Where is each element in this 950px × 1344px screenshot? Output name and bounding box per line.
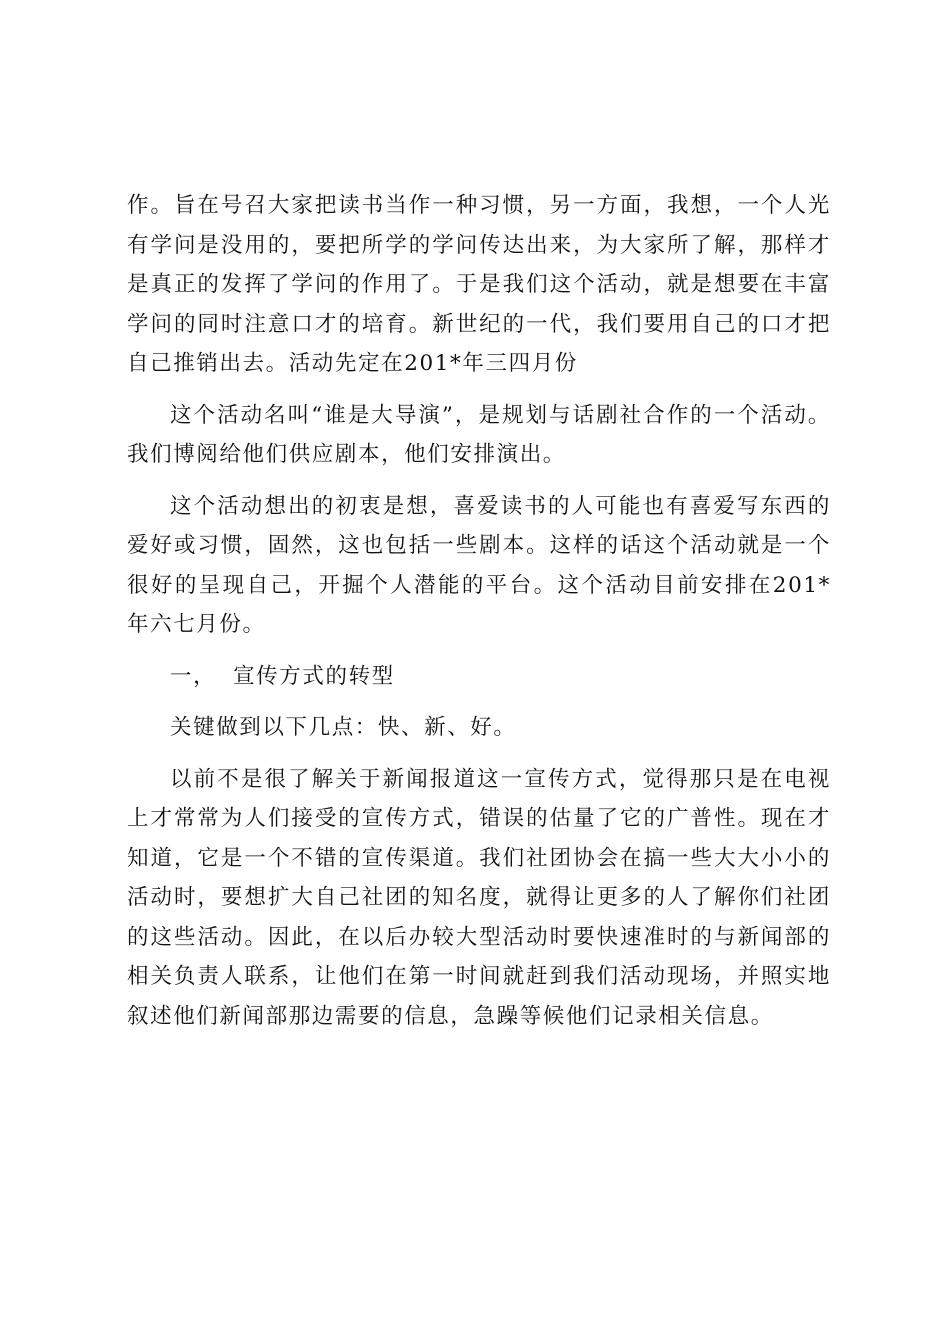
- section-heading-publicity: 一， 宣传方式的转型: [170, 663, 395, 689]
- paragraph-news-reporting: 以前不是很了解关于新闻报道这一宣传方式，觉得那只是在电视上才常常为人们接受的宣传方式，错误的估量了它的广普性。现在才知道，它是一个不错的宣传渠道。我们社团协会在搞一些大大小小的活动时，要想扩大自己社团的知名度，就得让更多的人了解你们社团的这些活动。因此，在以后办较大型活动时要快速准时的与新闻部的相关负责人联系，让他们在第一时间就赶到我们活动现场，并照实地叙述他们新闻部那边需要的信息，急躁等候他们记录相关信息。: [127, 766, 831, 1029]
- document-body: [127, 186, 831, 1048]
- paragraph-activity-motivation: 这个活动想出的初衷是想，喜爱读书的人可能也有喜爱写东西的爱好或习惯，固然，这也包括一些剧本。这样的话这个活动就是一个很好的呈现自己，开掘个人潜能的平台。这个活动目前安排在201*年六七月份。: [127, 493, 831, 637]
- paragraph-activity-director: 这个活动名叫“谁是大导演”，是规划与话剧社合作的一个活动。我们博阅给他们供应剧本，他们安排演出。: [127, 402, 831, 467]
- paragraph-key-points: 关键做到以下几点：快、新、好。: [170, 715, 517, 740]
- paragraph-continuation: 作。旨在号召大家把读书当作一种习惯，另一方面，我想，一个人光有学问是没用的，要把所学的学问传达出来，为大家所了解，那样才是真正的发挥了学问的作用了。于是我们这个活动，就是想要在丰富学问的同时注意口才的培育。新世纪的一代，我们要用自己的口才把自己推销出去。活动先定在201*年三四月份: [127, 193, 831, 376]
